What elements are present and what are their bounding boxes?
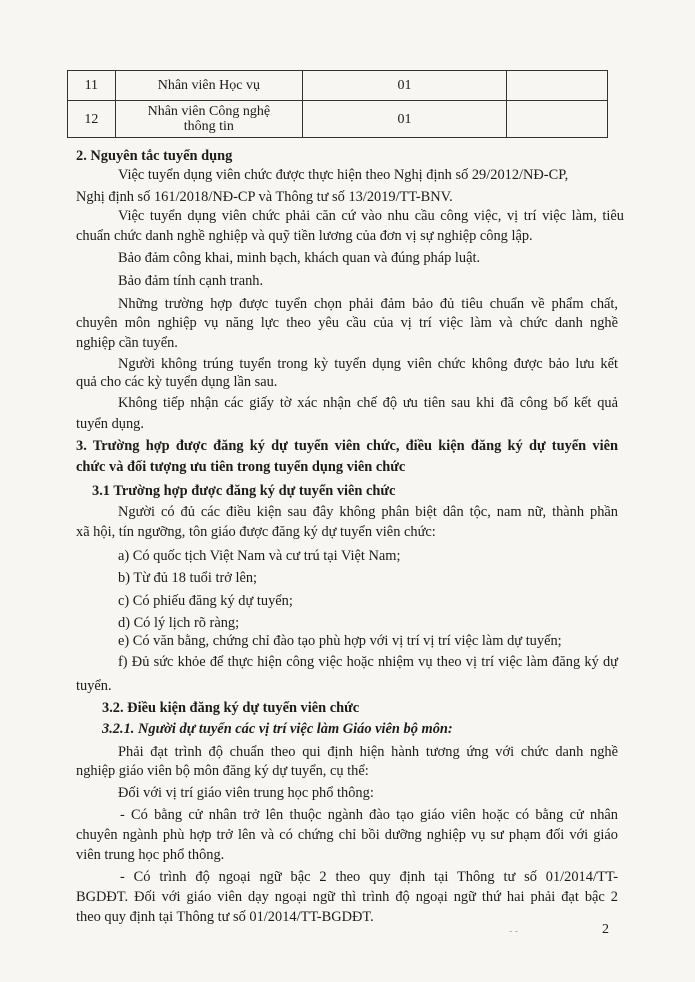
- row-number: 11: [68, 71, 116, 101]
- list-item: tuyển.: [76, 678, 112, 694]
- bullet-line: - Có trình độ ngoại ngữ bậc 2 theo quy định tại Thông tư số 01/2014/TT-: [120, 869, 618, 885]
- paragraph-line: chuẩn chức danh nghề nghiệp và quỹ tiền lương của đơn vị sự nghiệp công lập.: [76, 228, 533, 244]
- paragraph-line: quả cho các kỳ tuyển dụng lần sau.: [76, 374, 278, 390]
- list-item: b) Từ đủ 18 tuổi trở lên;: [118, 570, 258, 586]
- quantity-cell: 01: [303, 71, 507, 101]
- scan-mark: - -: [509, 926, 519, 937]
- paragraph-line: Việc tuyển dụng viên chức được thực hiện theo Nghị định số 29/2012/NĐ-CP,: [118, 167, 569, 183]
- list-item: f) Đủ sức khỏe để thực hiện công việc hoặc nhiệm vụ theo vị trí việc làm đăng ký dự: [118, 654, 618, 670]
- section-2-heading: 2. Nguyên tắc tuyển dụng: [76, 148, 233, 164]
- position-line: Nhân viên Công nghệ: [147, 104, 271, 119]
- paragraph-line: Bảo đảm tính cạnh tranh.: [118, 273, 264, 289]
- quantity-cell: 01: [303, 101, 507, 138]
- paragraph-line: Người có đủ các điều kiện sau đây không phân biệt dân tộc, nam nữ, thành phần: [118, 504, 618, 520]
- paragraph-line: Việc tuyển dụng viên chức phải căn cứ vào nhu cầu công việc, vị trí việc làm, tiêu: [118, 208, 624, 224]
- list-item: a) Có quốc tịch Việt Nam và cư trú tại Việt Nam;: [118, 548, 401, 564]
- paragraph-line: xã hội, tín ngưỡng, tôn giáo được đăng ký dự tuyển viên chức:: [76, 524, 436, 540]
- staff-table: [67, 70, 608, 138]
- paragraph-line: nghiệp cần tuyển.: [76, 335, 178, 351]
- note-cell: [507, 71, 608, 101]
- list-item: e) Có văn bằng, chứng chỉ đào tạo phù hợp với vị trí vị trí việc làm dự tuyển;: [118, 633, 562, 649]
- section-3-1-heading: 3.1 Trường hợp được đăng ký dự tuyển viên chức: [92, 483, 396, 499]
- section-3-2-1-heading: 3.2.1. Người dự tuyển các vị trí việc làm Giáo viên bộ môn:: [102, 721, 453, 737]
- paragraph-line: tuyển dụng.: [76, 416, 144, 432]
- paragraph-line: Bảo đảm công khai, minh bạch, khách quan và đúng pháp luật.: [118, 250, 481, 266]
- table-row: [68, 101, 608, 138]
- paragraph-line: Phải đạt trình độ chuẩn theo qui định hiện hành tương ứng với chức danh nghề: [118, 744, 618, 760]
- paragraph-line: chuyên môn nghiệp vụ năng lực theo yêu cầu của vị trí việc làm và chức danh nghề: [76, 315, 618, 331]
- position-line: thông tin: [183, 119, 234, 134]
- bullet-line: theo quy định tại Thông tư số 01/2014/TT-BGDĐT.: [76, 909, 374, 925]
- section-3-heading: chức và đối tượng ưu tiên trong tuyển dụng viên chức: [76, 459, 406, 475]
- bullet-line: BGDĐT. Đối với giáo viên dạy ngoại ngữ thì trình độ ngoại ngữ thứ hai phải đạt bậc 2: [76, 889, 618, 905]
- paragraph-line: nghiệp giáo viên bộ môn đăng ký dự tuyển, cụ thể:: [76, 763, 369, 779]
- row-number: 12: [68, 101, 116, 138]
- bullet-line: chuyên ngành phù hợp trở lên và có chứng chỉ bồi dưỡng nghiệp vụ sư phạm đối với giáo: [76, 827, 618, 843]
- position-cell: Nhân viên Học vụ: [115, 71, 302, 101]
- section-3-heading: 3. Trường hợp được đăng ký dự tuyển viên chức, điều kiện đăng ký dự tuyển viên: [76, 438, 618, 454]
- paragraph-line: Nghị định số 161/2018/NĐ-CP và Thông tư số 13/2019/TT-BNV.: [76, 189, 453, 205]
- list-item: c) Có phiếu đăng ký dự tuyển;: [118, 593, 293, 609]
- page-number: 2: [602, 922, 609, 937]
- list-item: d) Có lý lịch rõ ràng;: [118, 615, 240, 631]
- bullet-line: viên trung học phổ thông.: [76, 847, 225, 863]
- paragraph-line: Đối với vị trí giáo viên trung học phổ thông:: [118, 785, 374, 801]
- paragraph-line: Những trường hợp được tuyển chọn phải đảm bảo đủ tiêu chuẩn về phẩm chất,: [118, 296, 618, 312]
- bullet-line: - Có bằng cử nhân trở lên thuộc ngành đào tạo giáo viên hoặc có bằng cử nhân: [120, 807, 618, 823]
- position-cell: [115, 101, 302, 138]
- table-row: [68, 71, 608, 101]
- paragraph-line: Không tiếp nhận các giấy tờ xác nhận chế độ ưu tiên sau khi đã công bố kết quả: [118, 395, 618, 411]
- paragraph-line: Người không trúng tuyển trong kỳ tuyển dụng viên chức không được bảo lưu kết: [118, 356, 618, 372]
- note-cell: [507, 101, 608, 138]
- section-3-2-heading: 3.2. Điều kiện đăng ký dự tuyển viên chức: [102, 700, 360, 716]
